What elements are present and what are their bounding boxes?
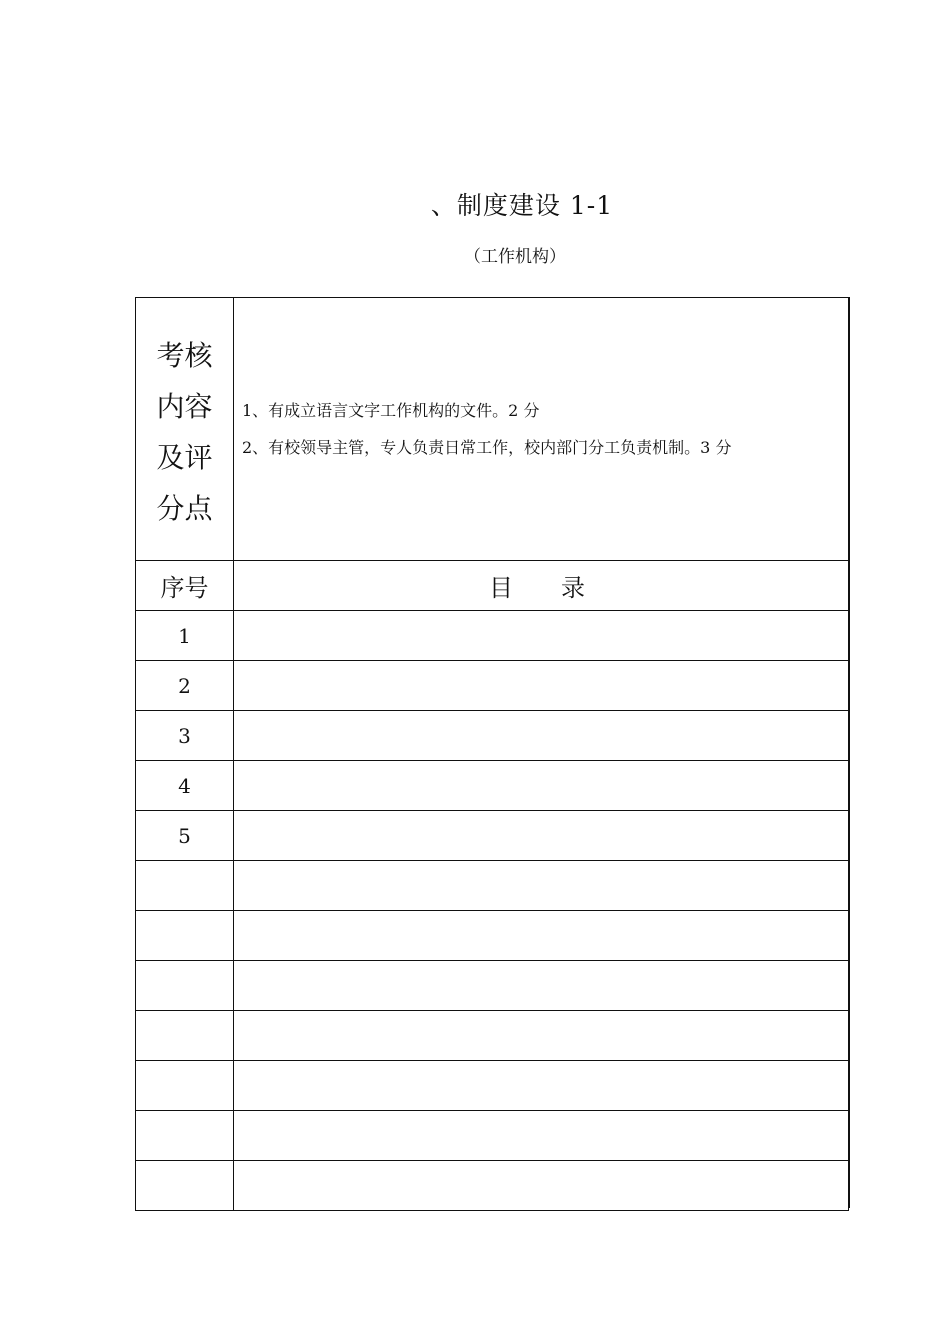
row-seq-cell <box>136 1111 234 1161</box>
row-content-cell <box>234 711 849 761</box>
row-content-cell <box>234 661 849 711</box>
row-content-cell <box>234 911 849 961</box>
table-row <box>136 1061 849 1111</box>
row-seq-cell <box>136 1061 234 1111</box>
criteria-item: 2、有校领导主管，专人负责日常工作，校内部门分工负责机制。3 分 <box>242 438 732 457</box>
row-seq-cell: 3 <box>136 711 234 761</box>
page-subtitle: （工作机构） <box>464 247 566 267</box>
table-row <box>136 711 849 761</box>
table-row <box>136 761 849 811</box>
table-row <box>136 1011 849 1061</box>
row-seq-cell: 4 <box>136 761 234 811</box>
row-seq-cell <box>136 861 234 911</box>
contents-column-header: 目录 <box>234 561 849 611</box>
criteria-item: 1、有成立语言文字工作机构的文件。2 分 <box>242 401 540 420</box>
row-content-cell <box>234 961 849 1011</box>
row-content-cell <box>234 761 849 811</box>
table-row <box>136 861 849 911</box>
row-seq-cell: 2 <box>136 661 234 711</box>
criteria-items-cell <box>234 298 849 561</box>
criteria-row <box>136 298 849 561</box>
table-row <box>136 811 849 861</box>
criteria-label: 考核内容及评分点 <box>156 339 213 525</box>
row-seq-cell: 1 <box>136 611 234 661</box>
row-seq-cell <box>136 911 234 961</box>
row-seq-cell <box>136 1011 234 1061</box>
row-content-cell <box>234 1161 849 1211</box>
table-header-row <box>136 561 849 611</box>
table-row <box>136 961 849 1011</box>
row-content-cell <box>234 811 849 861</box>
page-title: 、制度建设 1-1 <box>430 191 614 220</box>
row-seq-cell <box>136 961 234 1011</box>
row-content-cell <box>234 611 849 661</box>
row-content-cell <box>234 1111 849 1161</box>
table-body <box>136 298 849 1211</box>
table-row <box>136 611 849 661</box>
row-content-cell <box>234 861 849 911</box>
row-seq-cell <box>136 1161 234 1211</box>
row-seq-cell: 5 <box>136 811 234 861</box>
table-row <box>136 911 849 961</box>
table-row <box>136 661 849 711</box>
seq-column-header: 序号 <box>136 561 234 611</box>
table-row <box>136 1161 849 1211</box>
criteria-label-cell <box>136 298 234 561</box>
table-right-border <box>848 297 850 1208</box>
row-content-cell <box>234 1061 849 1111</box>
assessment-table <box>135 297 849 1211</box>
row-content-cell <box>234 1011 849 1061</box>
table-row <box>136 1111 849 1161</box>
